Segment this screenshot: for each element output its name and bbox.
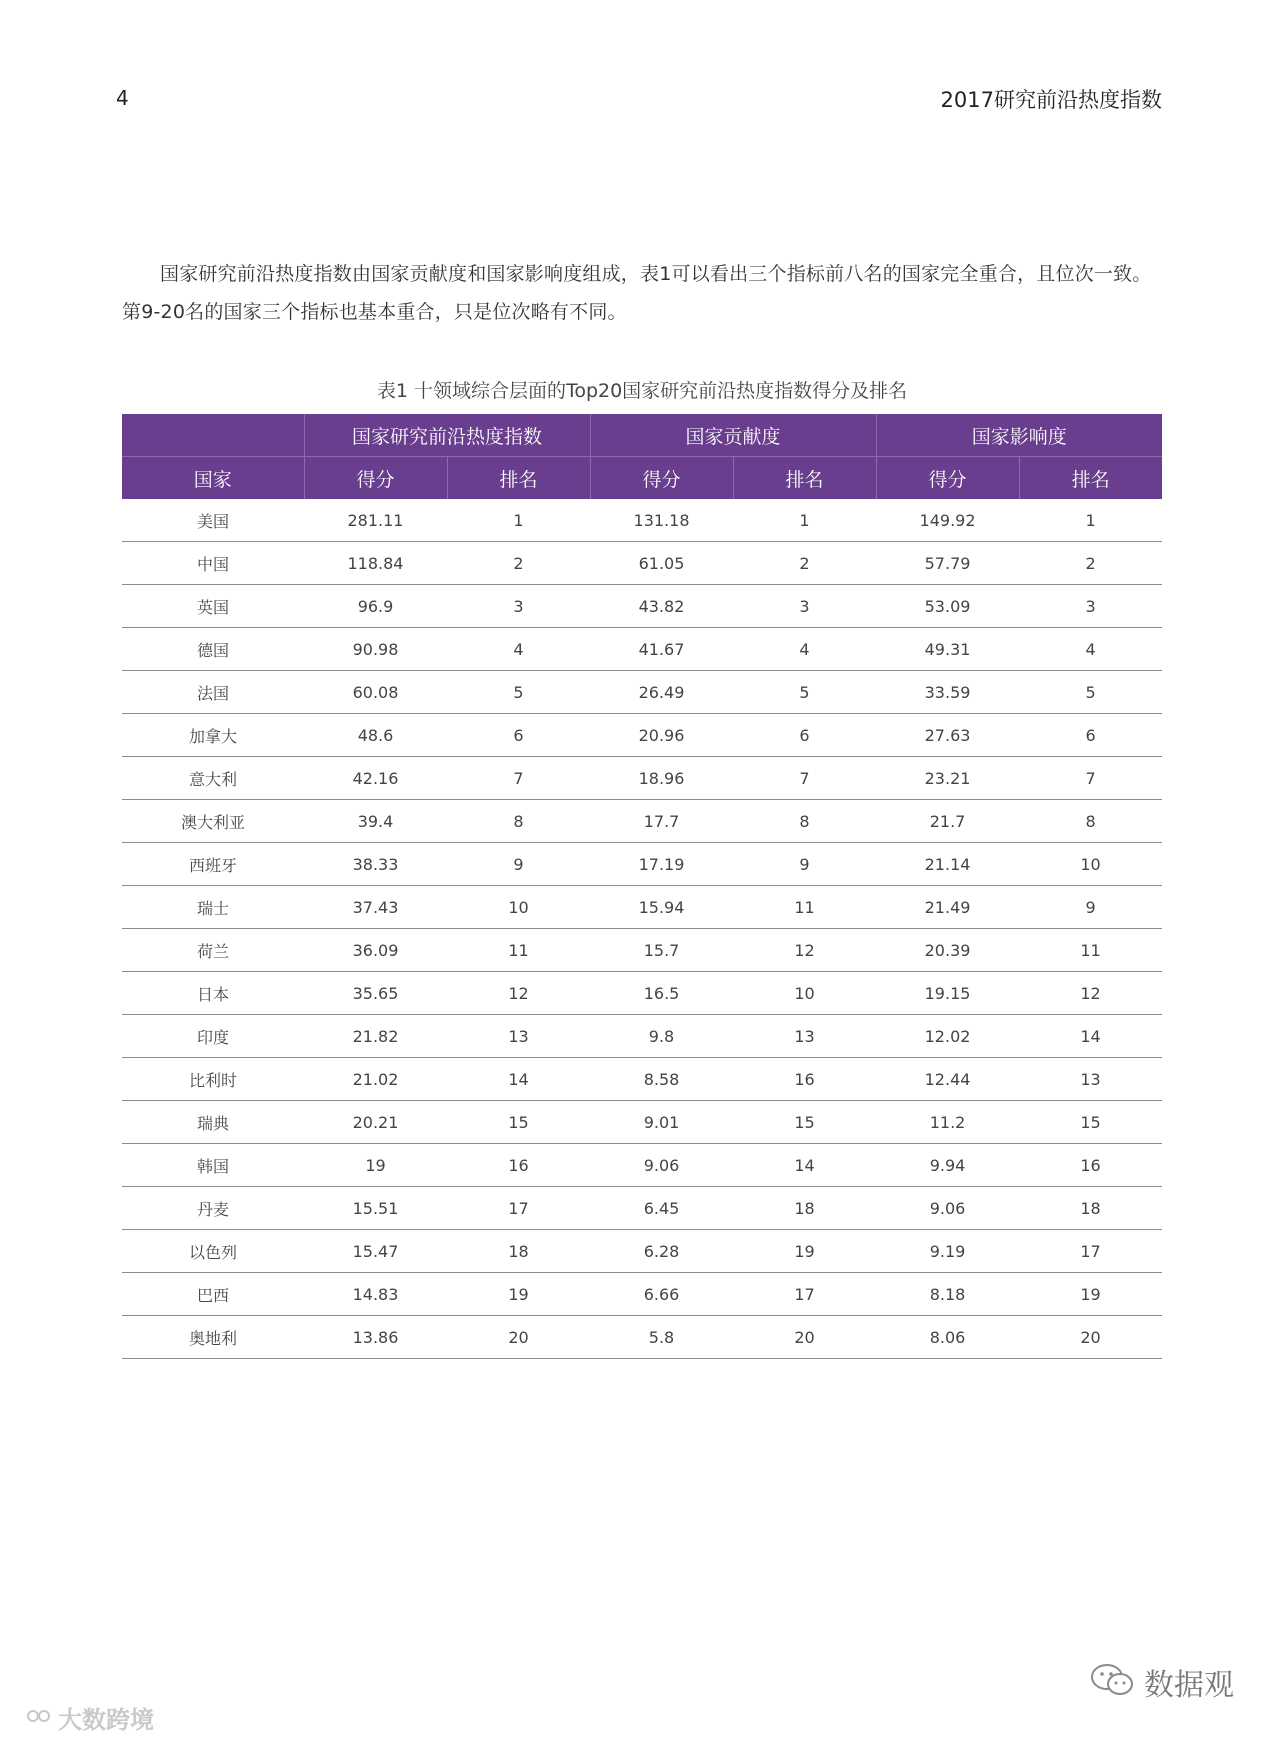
sub-header-heat-score: 得分: [304, 457, 447, 500]
cell-heat-score: 118.84: [304, 542, 447, 585]
cell-influence-score: 11.2: [876, 1101, 1019, 1144]
cell-influence-rank: 1: [1019, 499, 1162, 542]
table-row: [122, 757, 1162, 800]
table-body: [122, 499, 1162, 1359]
cell-heat-rank: 3: [447, 585, 590, 628]
cell-country: 美国: [122, 499, 304, 542]
cell-country: 以色列: [122, 1230, 304, 1273]
table-row: [122, 1101, 1162, 1144]
cell-contribution-rank: 2: [733, 542, 876, 585]
sub-header-country: 国家: [122, 457, 304, 500]
table-row: [122, 843, 1162, 886]
ranking-table: [122, 414, 1162, 1359]
cell-influence-score: 9.94: [876, 1144, 1019, 1187]
cell-contribution-score: 17.7: [590, 800, 733, 843]
cell-influence-score: 33.59: [876, 671, 1019, 714]
cell-influence-score: 9.06: [876, 1187, 1019, 1230]
cell-influence-rank: 7: [1019, 757, 1162, 800]
cell-contribution-score: 61.05: [590, 542, 733, 585]
cell-influence-score: 49.31: [876, 628, 1019, 671]
table-row: [122, 671, 1162, 714]
cell-influence-rank: 14: [1019, 1015, 1162, 1058]
cell-contribution-rank: 17: [733, 1273, 876, 1316]
cell-heat-rank: 10: [447, 886, 590, 929]
cell-heat-score: 20.21: [304, 1101, 447, 1144]
cell-contribution-score: 16.5: [590, 972, 733, 1015]
cell-country: 奥地利: [122, 1316, 304, 1359]
cell-country: 德国: [122, 628, 304, 671]
cell-heat-score: 90.98: [304, 628, 447, 671]
cell-contribution-rank: 10: [733, 972, 876, 1015]
cell-influence-rank: 3: [1019, 585, 1162, 628]
cell-influence-rank: 15: [1019, 1101, 1162, 1144]
cell-contribution-score: 9.8: [590, 1015, 733, 1058]
cell-country: 瑞士: [122, 886, 304, 929]
cell-heat-score: 21.82: [304, 1015, 447, 1058]
cell-influence-rank: 6: [1019, 714, 1162, 757]
cell-influence-rank: 20: [1019, 1316, 1162, 1359]
cell-country: 澳大利亚: [122, 800, 304, 843]
cell-contribution-score: 5.8: [590, 1316, 733, 1359]
cell-contribution-score: 6.66: [590, 1273, 733, 1316]
cell-country: 比利时: [122, 1058, 304, 1101]
table-row: [122, 1144, 1162, 1187]
cell-contribution-rank: 20: [733, 1316, 876, 1359]
table-row: [122, 1187, 1162, 1230]
cell-heat-score: 36.09: [304, 929, 447, 972]
group-header-heat-index: 国家研究前沿热度指数: [304, 414, 590, 457]
cell-contribution-score: 41.67: [590, 628, 733, 671]
cell-heat-score: 21.02: [304, 1058, 447, 1101]
cell-heat-score: 60.08: [304, 671, 447, 714]
cell-heat-rank: 11: [447, 929, 590, 972]
cell-heat-score: 19: [304, 1144, 447, 1187]
cell-influence-rank: 2: [1019, 542, 1162, 585]
cell-contribution-rank: 8: [733, 800, 876, 843]
cell-contribution-score: 9.01: [590, 1101, 733, 1144]
cell-influence-rank: 8: [1019, 800, 1162, 843]
sub-header-row: [122, 457, 1162, 500]
table-row: [122, 714, 1162, 757]
cell-influence-rank: 19: [1019, 1273, 1162, 1316]
cell-influence-score: 149.92: [876, 499, 1019, 542]
table-row: [122, 929, 1162, 972]
group-header-blank: [122, 414, 304, 457]
cell-contribution-rank: 1: [733, 499, 876, 542]
cell-influence-rank: 16: [1019, 1144, 1162, 1187]
table-row: [122, 1058, 1162, 1101]
table-row: [122, 1273, 1162, 1316]
cell-heat-rank: 17: [447, 1187, 590, 1230]
group-header-row: [122, 414, 1162, 457]
cell-heat-rank: 13: [447, 1015, 590, 1058]
cell-country: 巴西: [122, 1273, 304, 1316]
cell-heat-score: 42.16: [304, 757, 447, 800]
cell-contribution-rank: 14: [733, 1144, 876, 1187]
table-row: [122, 800, 1162, 843]
cell-contribution-score: 43.82: [590, 585, 733, 628]
cell-heat-rank: 9: [447, 843, 590, 886]
cell-influence-rank: 4: [1019, 628, 1162, 671]
cell-country: 西班牙: [122, 843, 304, 886]
cell-influence-score: 8.06: [876, 1316, 1019, 1359]
cell-heat-score: 35.65: [304, 972, 447, 1015]
cell-influence-score: 8.18: [876, 1273, 1019, 1316]
cell-country: 中国: [122, 542, 304, 585]
cell-heat-score: 37.43: [304, 886, 447, 929]
table-row: [122, 628, 1162, 671]
cell-contribution-score: 17.19: [590, 843, 733, 886]
table-caption: 表1 十领域综合层面的Top20国家研究前沿热度指数得分及排名: [376, 380, 908, 402]
cell-contribution-rank: 15: [733, 1101, 876, 1144]
sub-header-heat-rank: 排名: [447, 457, 590, 500]
shujuguan-watermark: [1090, 1660, 1234, 1704]
cell-contribution-rank: 7: [733, 757, 876, 800]
dashu-logo-icon: [26, 1705, 52, 1731]
cell-heat-rank: 12: [447, 972, 590, 1015]
cell-heat-score: 96.9: [304, 585, 447, 628]
cell-influence-score: 21.7: [876, 800, 1019, 843]
cell-influence-score: 21.14: [876, 843, 1019, 886]
group-header-contribution: 国家贡献度: [590, 414, 876, 457]
cell-contribution-rank: 12: [733, 929, 876, 972]
cell-contribution-score: 9.06: [590, 1144, 733, 1187]
table-row: [122, 542, 1162, 585]
cell-contribution-score: 6.28: [590, 1230, 733, 1273]
cell-heat-rank: 2: [447, 542, 590, 585]
cell-influence-score: 53.09: [876, 585, 1019, 628]
cell-contribution-rank: 4: [733, 628, 876, 671]
cell-heat-rank: 6: [447, 714, 590, 757]
sub-header-contribution-score: 得分: [590, 457, 733, 500]
cell-heat-rank: 1: [447, 499, 590, 542]
cell-influence-score: 27.63: [876, 714, 1019, 757]
cell-contribution-score: 15.94: [590, 886, 733, 929]
cell-influence-score: 23.21: [876, 757, 1019, 800]
cell-country: 加拿大: [122, 714, 304, 757]
cell-influence-rank: 13: [1019, 1058, 1162, 1101]
table-row: [122, 886, 1162, 929]
table-row: [122, 1316, 1162, 1359]
cell-contribution-rank: 6: [733, 714, 876, 757]
cell-country: 丹麦: [122, 1187, 304, 1230]
cell-contribution-rank: 3: [733, 585, 876, 628]
cell-contribution-rank: 18: [733, 1187, 876, 1230]
table-row: [122, 972, 1162, 1015]
cell-heat-score: 48.6: [304, 714, 447, 757]
cell-heat-score: 15.47: [304, 1230, 447, 1273]
cell-heat-rank: 15: [447, 1101, 590, 1144]
cell-heat-rank: 20: [447, 1316, 590, 1359]
cell-country: 法国: [122, 671, 304, 714]
cell-contribution-rank: 9: [733, 843, 876, 886]
wechat-icon: [1090, 1662, 1134, 1702]
dashu-watermark-text: 大数跨境: [58, 1706, 154, 1734]
cell-influence-rank: 11: [1019, 929, 1162, 972]
table-row: [122, 1230, 1162, 1273]
cell-contribution-score: 8.58: [590, 1058, 733, 1101]
sub-header-influence-score: 得分: [876, 457, 1019, 500]
table-row: [122, 1015, 1162, 1058]
intro-paragraph: 国家研究前沿热度指数由国家贡献度和国家影响度组成，表1可以看出三个指标前八名的国家完全重合，且位次一致。第9-20名的国家三个指标也基本重合，只是位次略有不同。: [122, 263, 1152, 323]
cell-influence-rank: 10: [1019, 843, 1162, 886]
cell-contribution-rank: 19: [733, 1230, 876, 1273]
cell-influence-score: 12.44: [876, 1058, 1019, 1101]
cell-country: 瑞典: [122, 1101, 304, 1144]
cell-heat-rank: 14: [447, 1058, 590, 1101]
cell-heat-rank: 7: [447, 757, 590, 800]
cell-heat-score: 15.51: [304, 1187, 447, 1230]
running-title: 2017研究前沿热度指数: [940, 88, 1162, 112]
cell-country: 英国: [122, 585, 304, 628]
cell-contribution-score: 18.96: [590, 757, 733, 800]
cell-influence-score: 57.79: [876, 542, 1019, 585]
cell-influence-rank: 12: [1019, 972, 1162, 1015]
cell-heat-rank: 8: [447, 800, 590, 843]
cell-heat-score: 14.83: [304, 1273, 447, 1316]
cell-contribution-score: 131.18: [590, 499, 733, 542]
cell-contribution-score: 15.7: [590, 929, 733, 972]
group-header-influence: 国家影响度: [876, 414, 1162, 457]
cell-country: 意大利: [122, 757, 304, 800]
cell-heat-score: 39.4: [304, 800, 447, 843]
cell-country: 韩国: [122, 1144, 304, 1187]
page-number: 4: [116, 86, 129, 110]
cell-heat-rank: 18: [447, 1230, 590, 1273]
table-row: [122, 585, 1162, 628]
cell-influence-rank: 9: [1019, 886, 1162, 929]
cell-influence-score: 21.49: [876, 886, 1019, 929]
cell-heat-rank: 5: [447, 671, 590, 714]
cell-country: 荷兰: [122, 929, 304, 972]
cell-contribution-score: 20.96: [590, 714, 733, 757]
sub-header-contribution-rank: 排名: [733, 457, 876, 500]
cell-heat-score: 38.33: [304, 843, 447, 886]
cell-heat-rank: 4: [447, 628, 590, 671]
cell-heat-score: 13.86: [304, 1316, 447, 1359]
cell-country: 日本: [122, 972, 304, 1015]
cell-influence-score: 19.15: [876, 972, 1019, 1015]
cell-heat-rank: 16: [447, 1144, 590, 1187]
cell-heat-score: 281.11: [304, 499, 447, 542]
cell-contribution-score: 26.49: [590, 671, 733, 714]
cell-heat-rank: 19: [447, 1273, 590, 1316]
cell-influence-rank: 5: [1019, 671, 1162, 714]
shujuguan-watermark-text: 数据观: [1144, 1668, 1234, 1703]
cell-influence-score: 20.39: [876, 929, 1019, 972]
cell-influence-score: 12.02: [876, 1015, 1019, 1058]
cell-contribution-score: 6.45: [590, 1187, 733, 1230]
cell-contribution-rank: 13: [733, 1015, 876, 1058]
cell-country: 印度: [122, 1015, 304, 1058]
cell-influence-score: 9.19: [876, 1230, 1019, 1273]
sub-header-influence-rank: 排名: [1019, 457, 1162, 500]
dashu-watermark: [26, 1700, 154, 1735]
cell-contribution-rank: 16: [733, 1058, 876, 1101]
cell-influence-rank: 18: [1019, 1187, 1162, 1230]
cell-contribution-rank: 5: [733, 671, 876, 714]
cell-influence-rank: 17: [1019, 1230, 1162, 1273]
table-row: [122, 499, 1162, 542]
cell-contribution-rank: 11: [733, 886, 876, 929]
